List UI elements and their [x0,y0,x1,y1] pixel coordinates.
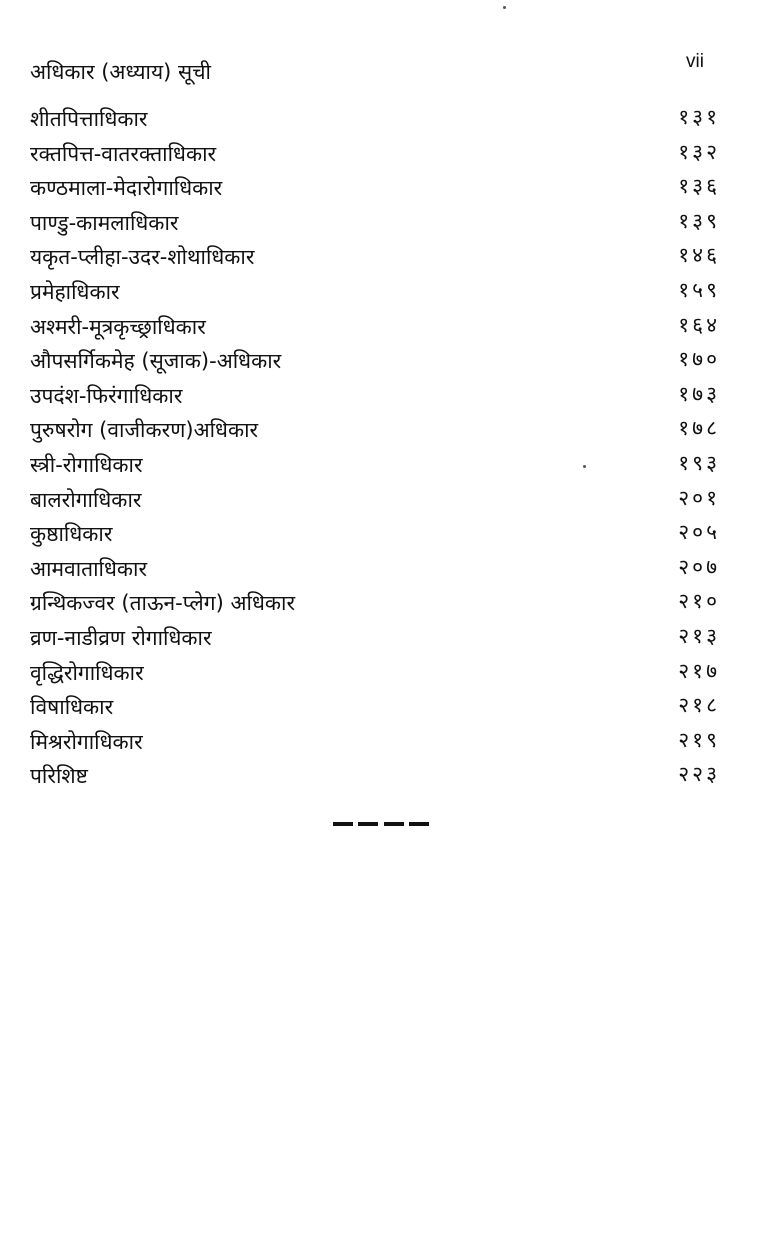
page-number: vii [686,51,704,72]
toc-entry-title: प्रमेहाधिकार [30,279,120,304]
toc-entry-page: १३६ [678,174,720,199]
toc-entry-title: स्त्री-रोगाधिकार [30,452,143,477]
toc-entry-page: १७३ [678,381,720,406]
toc-entry [30,657,720,692]
toc-entry-title: कण्ठमाला-मेदारोगाधिकार [30,176,223,201]
toc-entry [30,311,720,346]
toc-entry-title: अश्मरी-मूत्रकृच्छ्राधिकार [30,314,206,339]
toc-entry-title: यकृत-प्लीहा-उदर-शोथाधिकार [30,245,255,270]
toc-entry [30,276,720,311]
toc-entry [30,760,720,795]
toc-entry-page: १६४ [678,312,720,337]
toc-entry-title: पाण्डु-कामलाधिकार [30,210,179,235]
toc-entry [30,587,720,622]
toc-entry-title: मिश्ररोगाधिकार [30,729,143,754]
toc-entry [30,241,720,276]
toc-entry [30,207,720,242]
paper-speck [583,465,586,468]
rule-dash [333,822,353,826]
toc-entry-page: १९३ [678,450,720,475]
toc-entry-page: १७० [678,347,720,372]
toc-entry [30,103,720,138]
toc-entry-title: परिशिष्ट [30,764,88,789]
toc-entry-title: बालरोगाधिकार [30,487,142,512]
toc-entry-page: १३९ [678,208,720,233]
toc-entry [30,414,720,449]
paper-speck [503,6,506,9]
toc-entry-page: १५९ [678,277,720,302]
toc-entry [30,691,720,726]
toc-entry-page: २२३ [678,762,720,787]
toc-entry-page: २१८ [678,693,720,718]
toc-entry-page: २१९ [678,727,720,752]
table-of-contents [30,103,720,795]
toc-entry-title: वृद्धिरोगाधिकार [30,660,144,685]
toc-entry-page: १७८ [678,416,720,441]
toc-entry-page: २१३ [678,623,720,648]
toc-entry-page: २०५ [678,520,720,545]
rule-dash [358,822,378,826]
toc-entry [30,345,720,380]
toc-entry-title: रक्तपित्त-वातरक्ताधिकार [30,141,217,166]
toc-entry [30,518,720,553]
toc-entry-title: ग्रन्थिकज्वर (ताऊन-प्लेग) अधिकार [30,591,296,616]
toc-entry [30,553,720,588]
toc-entry-page: २०७ [678,554,720,579]
toc-entry-page: २१७ [678,658,720,683]
toc-entry [30,138,720,173]
toc-entry-page: २०१ [678,485,720,510]
toc-entry-page: १३२ [678,139,720,164]
toc-entry [30,172,720,207]
toc-entry-title: औपसर्गिकमेह (सूजाक)-अधिकार [30,349,282,374]
toc-entry-title: उपदंश-फिरंगाधिकार [30,383,183,408]
toc-entry-title: व्रण-नाडीव्रण रोगाधिकार [30,625,212,650]
page-heading: अधिकार (अध्याय) सूची [30,60,211,84]
toc-entry-title: पुरुषरोग (वाजीकरण)अधिकार [30,418,259,443]
toc-entry-title: आमवाताधिकार [30,556,148,581]
toc-entry [30,726,720,761]
toc-entry-page: १३१ [678,105,720,129]
toc-entry-page: २१० [678,589,720,614]
toc-entry-page: १४६ [678,243,720,268]
toc-entry [30,449,720,484]
toc-entry-title: शीतपित्ताधिकार [30,107,148,131]
toc-entry [30,380,720,415]
toc-entry [30,484,720,519]
end-of-list-rule [333,822,429,826]
rule-dash [384,822,404,826]
toc-entry [30,622,720,657]
toc-entry-title: विषाधिकार [30,695,114,720]
rule-dash [409,822,429,826]
toc-entry-title: कुष्ठाधिकार [30,522,113,547]
